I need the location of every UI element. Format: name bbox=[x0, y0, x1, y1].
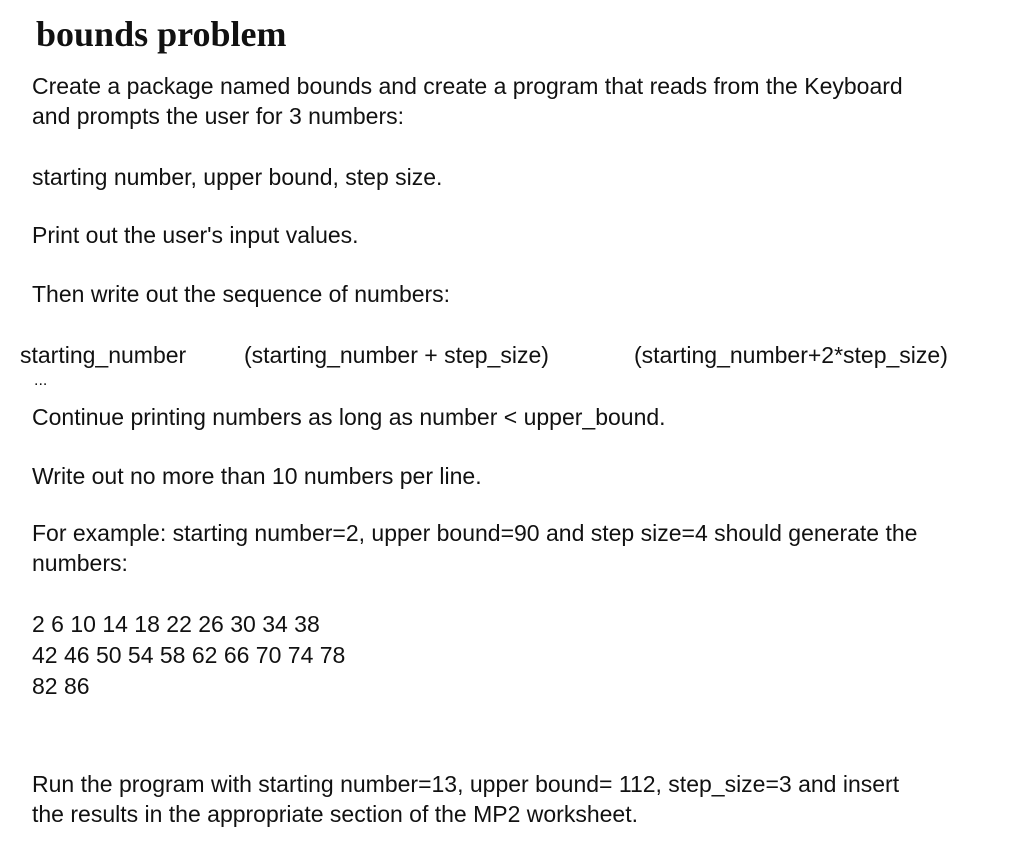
then-line: Then write out the sequence of numbers: bbox=[32, 281, 451, 307]
print-line: Print out the user's input values. bbox=[32, 222, 359, 248]
example-line-2: numbers: bbox=[32, 550, 128, 576]
sequence-term-2: (starting_number + step_size) bbox=[244, 342, 549, 368]
intro-line-1: Create a package named bounds and create a program that reads from the Keyboard bbox=[32, 73, 903, 99]
intro-line-2: and prompts the user for 3 numbers: bbox=[32, 103, 405, 129]
sequence-ellipsis: ... bbox=[34, 372, 48, 389]
example-line-1: For example: starting number=2, upper bound=90 and step size=4 should generate the bbox=[32, 520, 918, 546]
sequence-term-3: (starting_number+2*step_size) bbox=[634, 342, 948, 368]
continue-line: Continue printing numbers as long as number < upper_bound. bbox=[32, 404, 666, 430]
example-output-line-2: 42 46 50 54 58 62 66 70 74 78 bbox=[32, 642, 346, 668]
page-title: bounds problem bbox=[36, 14, 287, 54]
per-line-rule: Write out no more than 10 numbers per line. bbox=[32, 463, 482, 489]
inputs-line: starting number, upper bound, step size. bbox=[32, 164, 443, 190]
run-instruction-line-2: the results in the appropriate section of the MP2 worksheet. bbox=[32, 801, 638, 827]
example-output-line-1: 2 6 10 14 18 22 26 30 34 38 bbox=[32, 611, 320, 637]
run-instruction-line-1: Run the program with starting number=13, upper bound= 112, step_size=3 and insert bbox=[32, 771, 900, 797]
sequence-term-1: starting_number bbox=[20, 342, 187, 368]
example-output-line-3: 82 86 bbox=[32, 673, 90, 699]
